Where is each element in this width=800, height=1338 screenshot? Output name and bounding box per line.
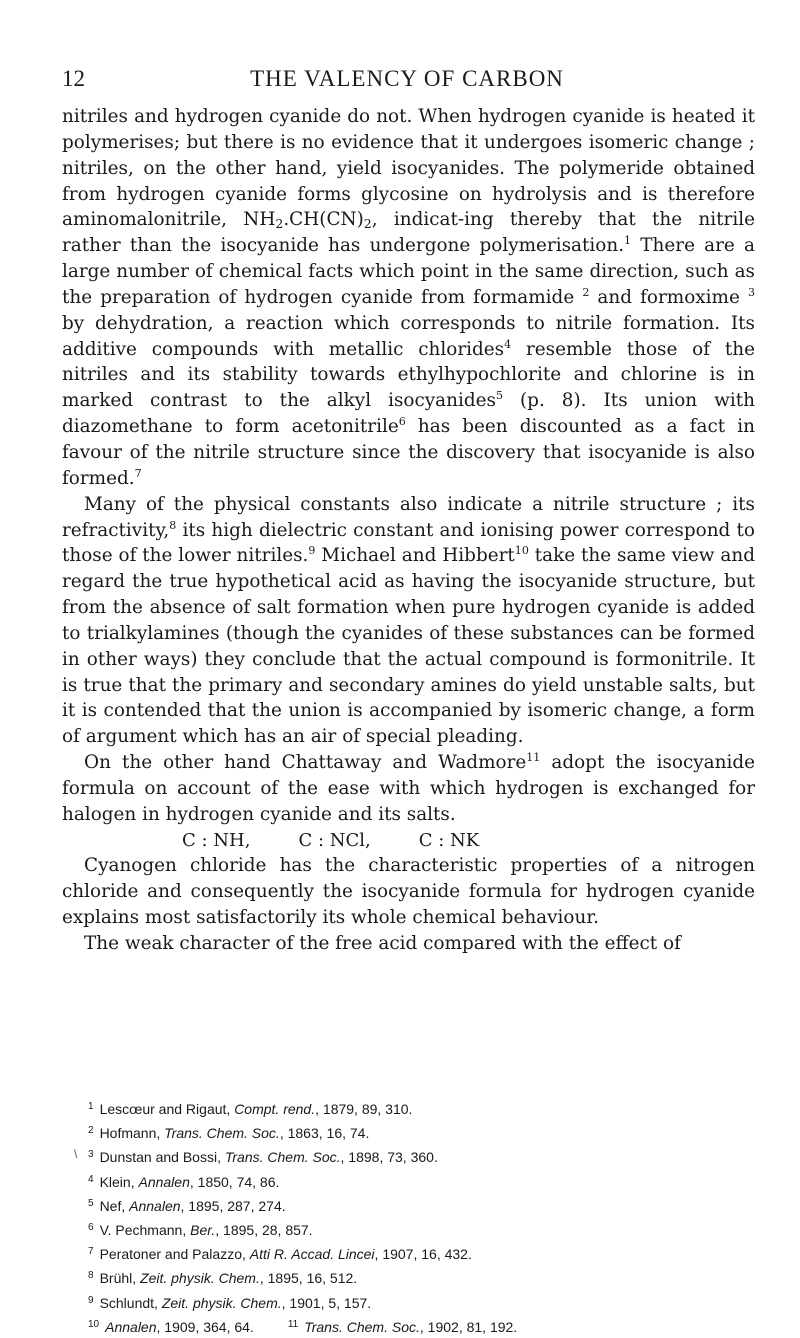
footnote: \ $^3$ Dunstan and Bossi, Trans. Chem. Soc., 1898, 73, 360.: [88, 1144, 753, 1168]
footnote-ref: 3: [747, 285, 755, 299]
footnote-ref: 1: [624, 234, 632, 248]
page-header: [62, 66, 752, 96]
paragraph-3: On the other hand Chattaway and Wadmore$^{11}$ adopt the isocyanide formula on account of the ease with which hydrogen is exchanged for halogen in hydrogen cyanide and its salts.: [62, 750, 755, 825]
footnote: $^8$ Brühl, Zeit. physik. Chem., 1895, 16, 512.: [88, 1270, 358, 1287]
formula: C : NCl,: [298, 829, 371, 851]
footnote-ref: 10: [514, 544, 529, 558]
paragraph-2: Many of the physical constants also indicate a nitrile structure ; its refractivity,$^8$ its high dielectric constant and ionising power correspond to those of the lower nitriles.$^9$ Michael and Hibbert$^{10}$ take the same view and regard the true hypothetical acid as having the isocyanide structure, but from the absence of salt formation when pure hydrogen cyanide is added to trialkylamines (though the cyanides of these substances can be formed in other ways) they conclude that the actual compound is formonitrile. It is true that the primary and secondary amines do yield unstable salts, but it is contended that the union is accompanied by isomeric change, a form of argument which has an air of special pleading.: [62, 493, 755, 748]
paragraph-4: Cyanogen chloride has the characteristic properties of a nitrogen chloride and consequently the isocyanide formula for hydrogen cyanide explains most satisfactorily its whole chemical behaviour.: [62, 855, 755, 929]
footnote-ref: 11: [526, 750, 541, 764]
footnote-ref: 4: [504, 337, 512, 351]
footnote: $^4$ Klein, Annalen, 1850, 74, 86.: [88, 1173, 280, 1190]
footnote: $^{10}$ Annalen, 1909, 364, 64. $^{11}$ Trans. Chem. Soc., 1902, 81, 192.: [88, 1318, 518, 1335]
footnote-ref: 5: [495, 389, 503, 403]
footnote-ref: 2: [582, 285, 590, 299]
footnote-ref: 7: [134, 466, 142, 480]
footnotes: [74, 1096, 753, 1338]
footnote-ref: 8: [169, 518, 177, 532]
body-text: [62, 104, 755, 957]
paragraph-1: nitriles and hydrogen cyanide do not. When hydrogen cyanide is heated it polymerises; but there is no evidence that it undergoes isomeric change ; nitriles, on the other hand, yield isocyanides. The polymeride obtained from hydrogen cyanide forms glycosine on hydrolysis and is therefore aminomalonitrile, $NH_2.CH(CN)_2$, indicat-ing thereby that the nitrile rather than the isocyanide has undergone polymerisation.$^1$ There are a large number of chemical facts which point in the same direction, such as the preparation of hydrogen cyanide from formamide $^2$ and formoxime $^3$ by dehydration, a reaction which corresponds to nitrile formation. Its additive compounds with metallic chlorides$^4$ resemble those of the nitriles and its stability towards ethylhypochlorite and chlorine is in marked contrast to the alkyl isocyanides$^5$ (p. 8). Its union with diazomethane to form acetonitrile$^6$ has been discounted as a fact in favour of the nitrile structure since the discovery that isocyanide is also formed.$^7$: [62, 106, 755, 489]
formula-row: [62, 828, 755, 854]
footnote: $^5$ Nef, Annalen, 1895, 287, 274.: [88, 1197, 286, 1214]
footnote: $^1$ Lescœur and Rigaut, Compt. rend., 1879, 89, 310.: [88, 1101, 413, 1117]
footnote: $^9$ Schlundt, Zeit. physik. Chem., 1901, 5, 157.: [88, 1294, 372, 1311]
footnote: $^2$ Hofmann, Trans. Chem. Soc., 1863, 16, 74.: [88, 1125, 370, 1142]
footnote: $^7$ Peratoner and Palazzo, Atti R. Accad. Lincei, 1907, 16, 432.: [88, 1246, 472, 1263]
formula: C : NK: [418, 829, 480, 851]
formula: C : NH,: [182, 829, 251, 851]
margin-mark: \: [74, 1147, 78, 1162]
footnote: $^6$ V. Pechmann, Ber., 1895, 28, 857.: [88, 1222, 313, 1239]
footnote-ref: 6: [398, 415, 406, 428]
footnote-ref: 9: [308, 544, 316, 558]
paragraph-5: The weak character of the free acid compared with the effect of: [84, 933, 681, 954]
page-number: 12: [62, 66, 85, 91]
running-title: THE VALENCY OF CARBON: [250, 66, 564, 91]
